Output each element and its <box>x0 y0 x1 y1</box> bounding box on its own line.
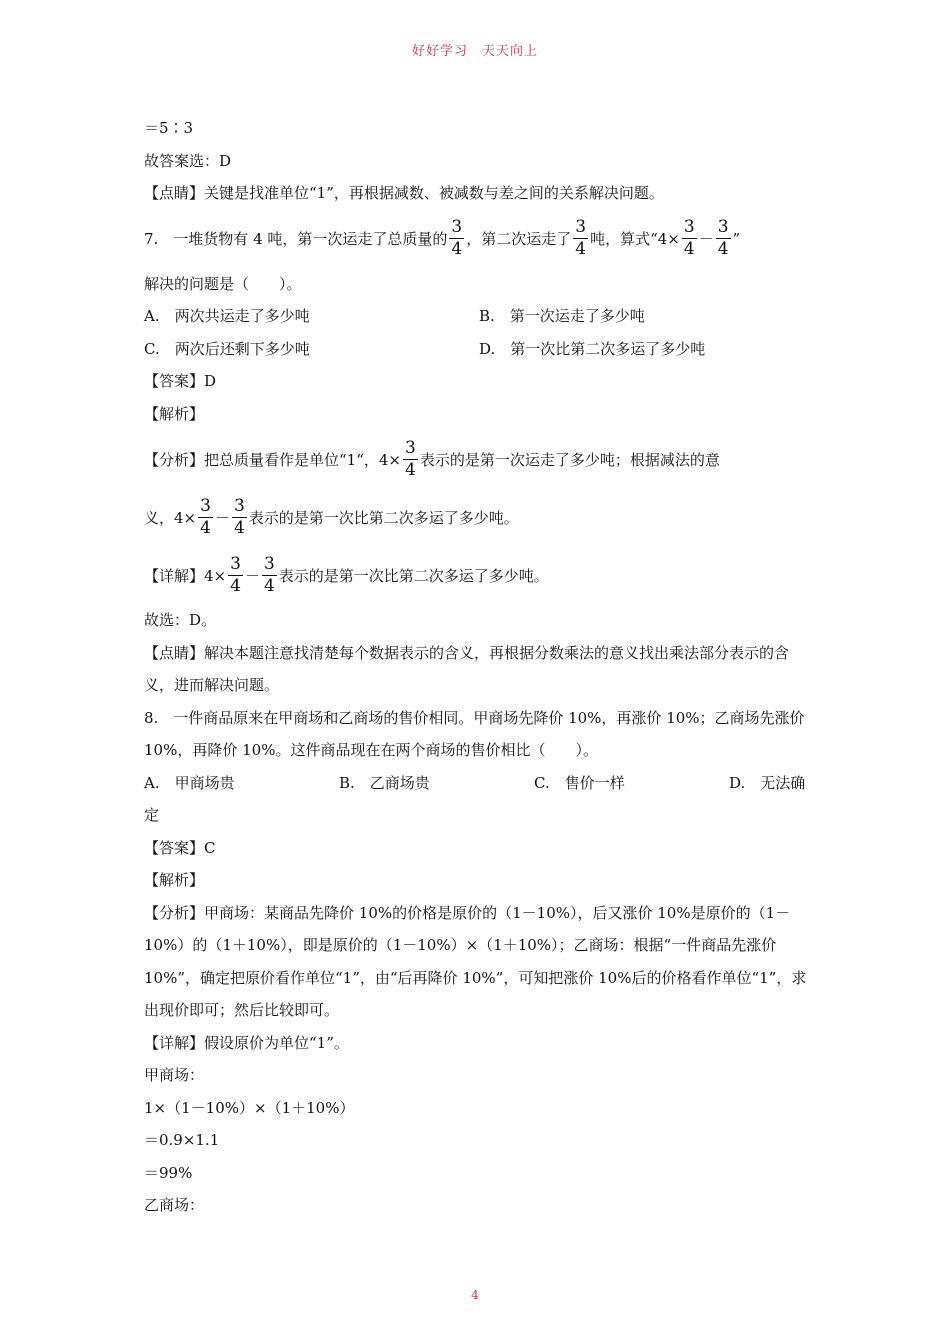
option-d: D. 第一次比第二次多运了多少吨 <box>479 339 706 358</box>
answer-line: 【答案】C <box>144 838 216 857</box>
fraction: $\frac{3}{4}$ <box>575 217 587 259</box>
text-line: 甲商场： <box>144 1066 205 1084</box>
text-line: 【点睛】关键是找准单位“1”，再根据减数、被减数与差之间的关系解决问题。 <box>144 184 664 202</box>
conclusion-line: 故选：D。 <box>144 611 217 629</box>
question-7-options-row2 <box>144 333 814 366</box>
page-header: 好好学习 天天向上 <box>411 44 538 59</box>
text-line: 故答案选：D <box>144 151 232 170</box>
text-line: ＝5∶3 <box>144 119 194 137</box>
analysis-line: 义，4× $\frac{3}{4}$ － $\frac{3}{4}$ 表示的是第一次比第二次多运了多少吨。 <box>144 495 519 538</box>
answer-line: 【答案】D <box>144 372 217 390</box>
option-a: A. 甲商场贵 <box>144 773 235 792</box>
remark-paragraph: 【点睛】解决本题注意找清楚每个数据表示的含义，再根据分数乘法的意义找出乘法部分表示的含义，进而解决问题。 <box>144 643 790 694</box>
option-a: A. 两次共运走了多少吨 <box>144 307 310 325</box>
analysis-line: 【分析】把总质量看作是单位“1“，4× $\frac{3}{4}$ 表示的是第一次运走了多少吨；根据减法的意 <box>144 437 720 480</box>
fraction: $\frac{3}{4}$ <box>263 553 275 596</box>
text-line: 乙商场： <box>144 1196 205 1214</box>
calc-line: 1×（1－10%）×（1＋10%） <box>144 1098 355 1117</box>
analysis-heading: 【解析】 <box>144 871 205 889</box>
fraction: $\frac{3}{4}$ <box>405 437 416 480</box>
option-b: B. 第一次运走了多少吨 <box>479 307 645 325</box>
fraction: $\frac{3}{4}$ <box>451 217 463 259</box>
option-c: C. 两次后还剩下多少吨 <box>144 339 310 358</box>
option-c: C. 售价一样 <box>534 773 625 792</box>
question-8-options <box>144 767 814 800</box>
option-b: B. 乙商场贵 <box>339 773 430 792</box>
detail-line: 【详解】假设原价为单位“1”。 <box>144 1033 349 1052</box>
calc-line: ＝99% <box>144 1163 193 1182</box>
document-body <box>144 112 814 1222</box>
detail-line: 【详解】4× $\frac{3}{4}$ － $\frac{3}{4}$ 表示的是第一次比第二次多运了多少吨。 <box>144 553 549 596</box>
fraction: $\frac{3}{4}$ <box>233 495 245 538</box>
fraction: $\frac{3}{4}$ <box>717 217 729 259</box>
question-8-stem: 8. 一件商品原来在甲商场和乙商场的售价相同。甲商场先降价 10%，再涨价 10%；乙商场先涨价 10%，再降价 10%。这件商品现在在两个商场的售价相比（ ）。 <box>144 708 805 759</box>
fraction: $\frac{3}{4}$ <box>200 495 211 538</box>
page-number: 4 <box>471 1288 479 1302</box>
calc-line: ＝0.9×1.1 <box>144 1131 220 1149</box>
option-d: D. 无法确 <box>729 773 806 792</box>
question-7-stem-cont: 解决的问题是（ ）。 <box>144 274 302 293</box>
analysis-paragraph: 【分析】甲商场：某商品先降价 10%的价格是原价的（1－10%），后又涨价 10%是原价的（1－10%）的（1＋10%），即是原价的（1－10%）×（1＋10%）；乙商场：根据“一件商品先涨价 10%”，确定把原价看作单位“1”，由“后再降价 10%”，可知把涨价 10%后的价格看作单位“1”，求出现价即可；然后比较即可。 <box>144 903 807 1019</box>
option-d-cont: 定 <box>144 806 160 824</box>
question-7-stem: 7. 一堆货物有 4 吨，第一次运走了总质量的 $\frac{3}{4}$ ，第二次运走了 $\frac{3}{4}$ 吨，算式“4× $\frac{3}{4}$ － $\frac{3}{4}$ ” <box>144 217 741 259</box>
fraction: $\frac{3}{4}$ <box>683 217 695 259</box>
fraction: $\frac{3}{4}$ <box>230 553 241 596</box>
question-7-options-row1 <box>144 300 814 333</box>
analysis-heading: 【解析】 <box>144 404 205 423</box>
